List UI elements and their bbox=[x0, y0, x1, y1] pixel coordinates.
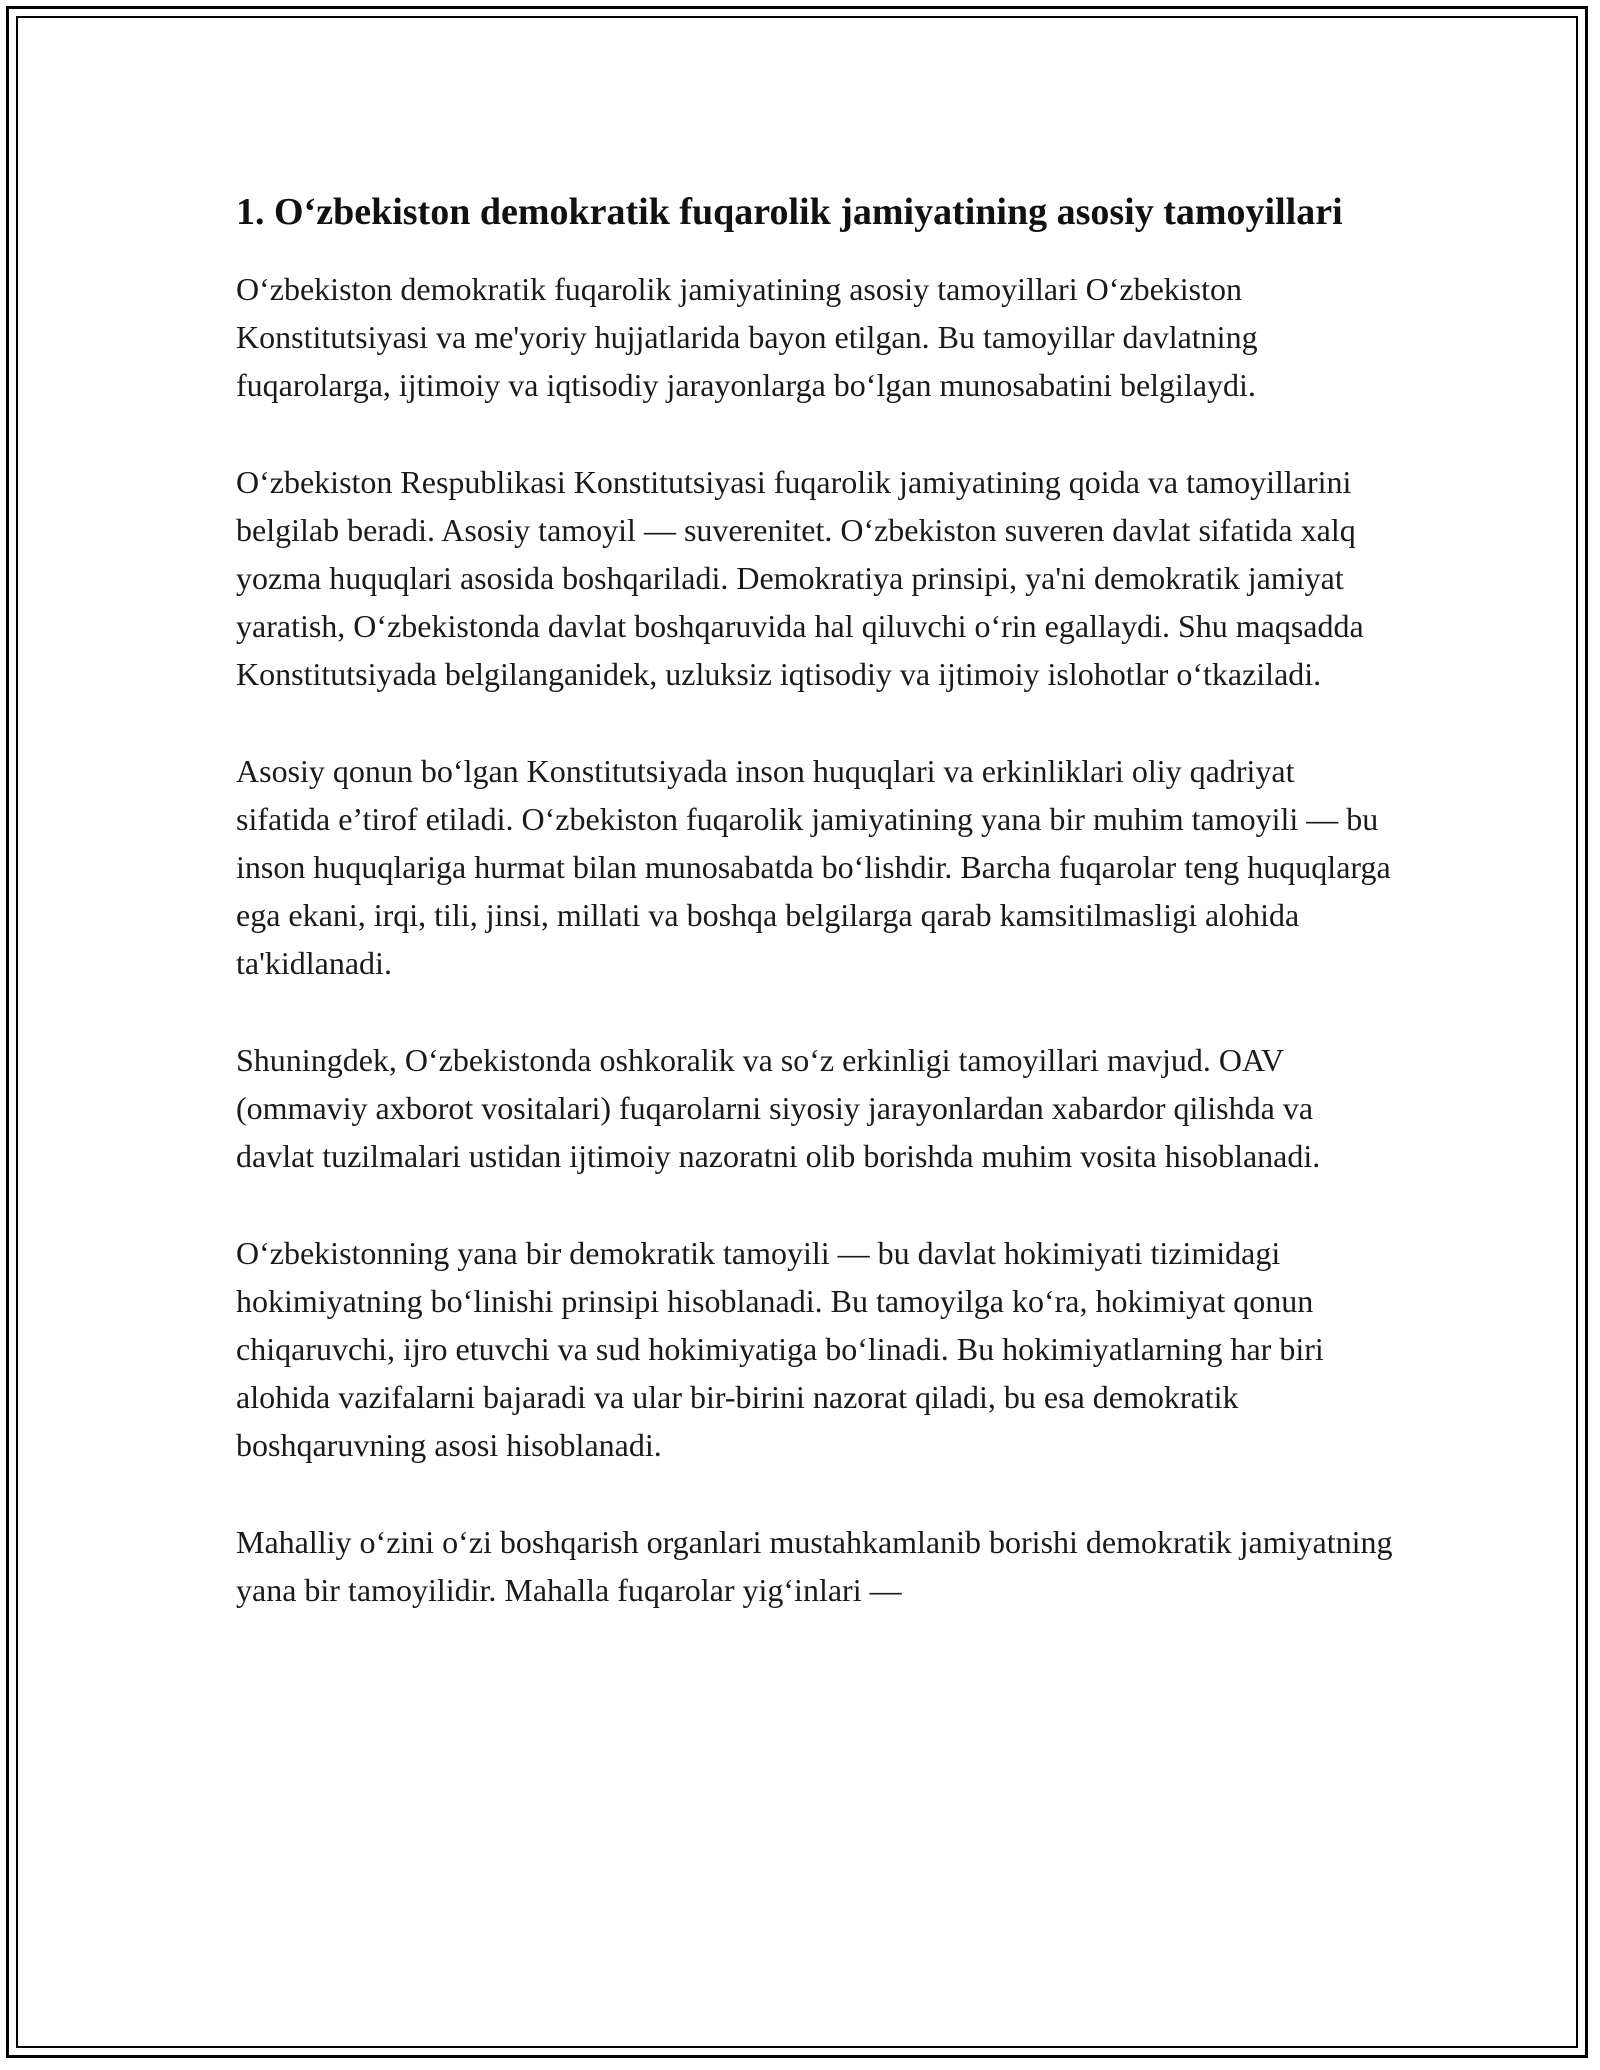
document-body bbox=[236, 185, 1396, 1663]
paragraph: Shuningdek, O‘zbekistonda oshkoralik va so‘z erkinligi tamoyillari mavjud. OAV (ommaviy axborot vositalari) fuqarolarni siyosiy jarayonlardan xabardor qilishda va davlat tuzilmalari ustidan ijtimoiy nazoratni olib borishda muhim vosita hisoblanadi. bbox=[236, 1042, 1321, 1174]
paragraph: O‘zbekiston Respublikasi Konstitutsiyasi fuqarolik jamiyatining qoida va tamoyillarini belgilab beradi. Asosiy tamoyil — suverenitet. O‘zbekiston suveren davlat sifatida xalq yozma huquqlari asosida boshqariladi. Demokratiya prinsipi, ya'ni demokratik jamiyat yaratish, O‘zbekistonda davlat boshqaruvida hal qiluvchi o‘rin egallaydi. Shu maqsadda Konstitutsiyada belgilanganidek, uzluksiz iqtisodiy va ijtimoiy islohotlar o‘tkaziladi. bbox=[236, 464, 1364, 692]
paragraph: Mahalliy o‘zini o‘zi boshqarish organlari mustahkamlanib borishi demokratik jamiyatning yana bir tamoyilidir. Mahalla fuqarolar yig‘inlari — bbox=[236, 1524, 1393, 1608]
paragraph: O‘zbekistonning yana bir demokratik tamoyili — bu davlat hokimiyati tizimidagi hokimiyatning bo‘linishi prinsipi hisoblanadi. Bu tamoyilga ko‘ra, hokimiyat qonun chiqaruvchi, ijro etuvchi va sud hokimiyatiga bo‘linadi. Bu hokimiyatlarning har biri alohida vazifalarni bajaradi va ular bir-birini nazorat qiladi, bu esa demokratik boshqaruvning asosi hisoblanadi. bbox=[236, 1235, 1324, 1463]
section-heading: 1. O‘zbekiston demokratik fuqarolik jamiyatining asosiy tamoyillari bbox=[236, 191, 1343, 233]
paragraph: Asosiy qonun bo‘lgan Konstitutsiyada inson huquqlari va erkinliklari oliy qadriyat sifatida e’tirof etiladi. O‘zbekiston fuqarolik jamiyatining yana bir muhim tamoyili — bu inson huquqlariga hurmat bilan munosabatda bo‘lishdir. Barcha fuqarolar teng huquqlarga ega ekani, irqi, tili, jinsi, millati va boshqa belgilarga qarab kamsitilmasligi alohida ta'kidlanadi. bbox=[236, 753, 1391, 981]
paragraph: O‘zbekiston demokratik fuqarolik jamiyatining asosiy tamoyillari O‘zbekiston Konstitutsiyasi va me'yoriy hujjatlarida bayon etilgan. Bu tamoyillar davlatning fuqarolarga, ijtimoiy va iqtisodiy jarayonlarga bo‘lgan munosabatini belgilaydi. bbox=[236, 271, 1258, 403]
